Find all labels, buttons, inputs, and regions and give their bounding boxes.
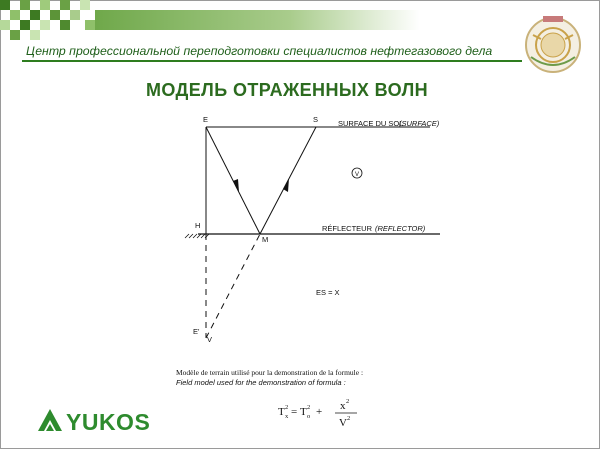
formula-t0-base: T (300, 406, 307, 418)
formula-lhs-base: T (278, 406, 285, 418)
incident-ray-arrow (233, 179, 239, 192)
label-point-e: E (203, 115, 209, 124)
formula-numerator-sup: 2 (346, 398, 350, 405)
caption-french: Modèle de terrain utilisé pour la demonstration de la formule : (176, 368, 364, 377)
formula-t0-sub: o (307, 413, 311, 420)
formula-lhs-sup: 2 (285, 404, 289, 411)
label-point-h: H (195, 221, 201, 230)
decorative-mosaic (0, 0, 420, 40)
label-velocity: V (355, 172, 360, 178)
formula-plus: + (316, 406, 323, 418)
label-reflector-en: (REFLECTOR) (375, 224, 426, 233)
formula-t0-sup: 2 (307, 404, 311, 411)
label-point-m: M (262, 235, 269, 244)
reflected-wave-diagram (170, 110, 470, 350)
yukos-logo-text: YUKOS (66, 409, 151, 435)
reflector-hatching (185, 234, 209, 238)
formula-denominator-sup: 2 (347, 415, 351, 422)
header-divider (22, 60, 522, 62)
formula-denominator: V (339, 417, 347, 429)
label-point-e-prime: E' (193, 327, 200, 336)
yukos-logo (36, 405, 186, 435)
formula-numerator: x (340, 400, 346, 412)
label-point-s: S (313, 115, 319, 124)
formula-lhs-sub: x (285, 413, 289, 420)
label-surface-en: (SURFACE) (399, 119, 440, 128)
travel-time-formula (272, 395, 402, 435)
caption-english: Field model used for the demonstration of formula : (176, 378, 346, 387)
header-organization-text: Центр профессиональной переподготовки специалистов нефтегазового дела (26, 44, 493, 58)
image-ray-dashed (206, 234, 260, 338)
formula-equals: = (291, 406, 298, 418)
slide-title: МОДЕЛЬ ОТРАЖЕННЫХ ВОЛН (146, 80, 429, 100)
incident-ray (206, 127, 260, 234)
label-reflector: RÉFLECTEUR (322, 224, 373, 233)
label-point-v: V (207, 335, 213, 344)
organization-emblem (521, 13, 585, 77)
reflected-ray-arrow (283, 178, 289, 192)
equation-es-x: ES = X (316, 288, 340, 297)
label-surface: SURFACE DU SOL (338, 119, 404, 128)
